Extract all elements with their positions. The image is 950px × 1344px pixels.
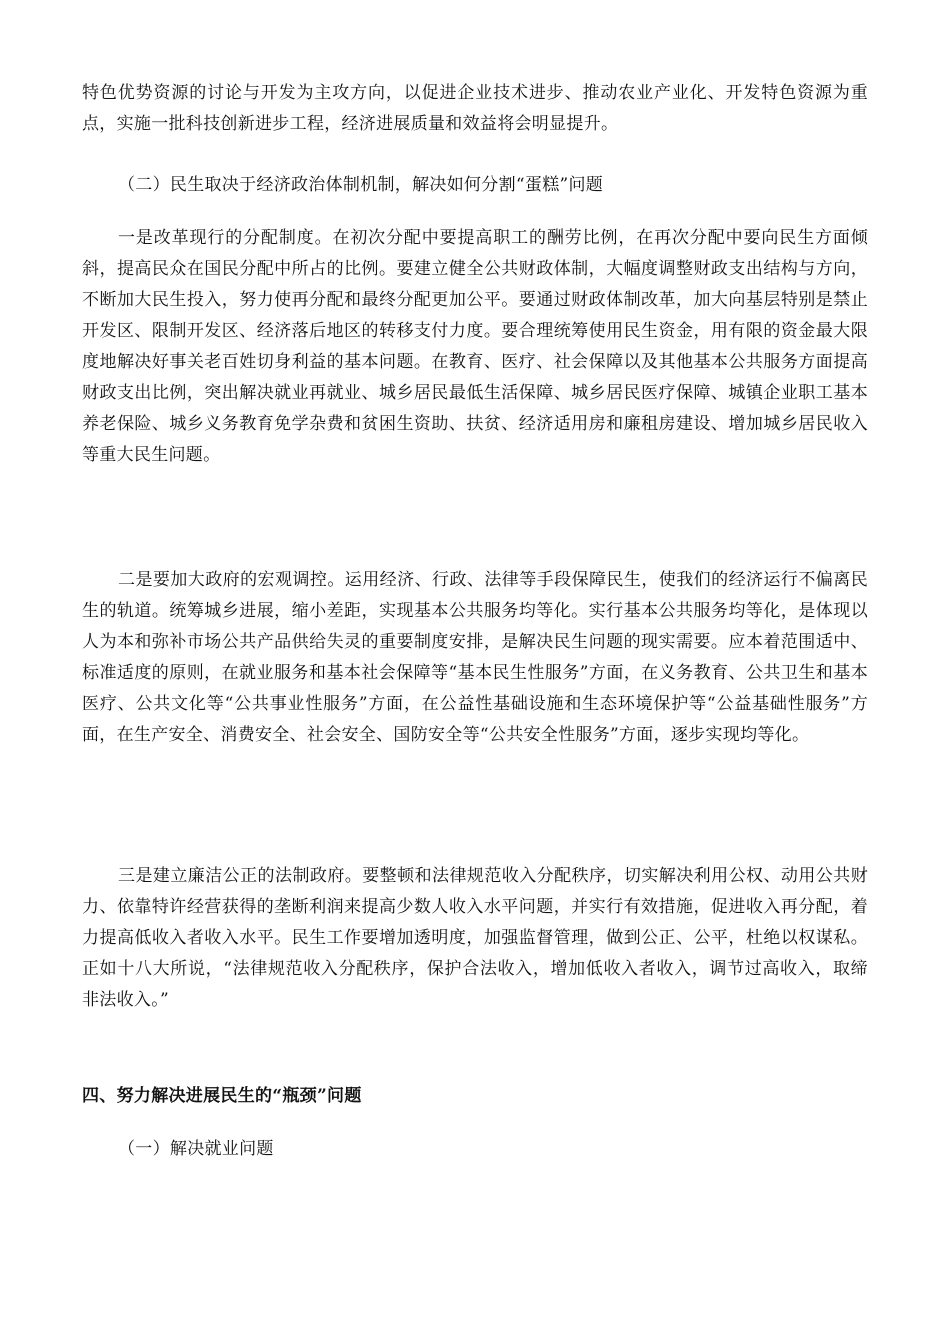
subheading-employment: （一）解决就业问题 <box>118 1139 274 1159</box>
paragraph-reform-distribution: 一是改革现行的分配制度。在初次分配中要提高职工的酬劳比例，在再次分配中要向民生方面倾斜，提高民众在国民分配中所占的比例。要建立健全公共财政体制，大幅度调整财政支出结构与方向，不断加大民生投入，努力使再分配和最终分配更加公平。要通过财政体制改革，加大向基层特别是禁止开发区、限制开发区、经济落后地区的转移支付力度。要合理统筹使用民生资金，用有限的资金最大限度地解决好事关老百姓切身利益的基本问题。在教育、医疗、社会保障以及其他基本公共服务方面提高财政支出比例，突出解决就业再就业、城乡居民最低生活保障、城乡居民医疗保障、城镇企业职工基本养老保险、城乡义务教育免学杂费和贫困生资助、扶贫、经济适用房和廉租房建设、增加城乡居民收入等重大民生问题。 <box>82 228 868 465</box>
paragraph-continuation: 特色优势资源的讨论与开发为主攻方向，以促进企业技术进步、推动农业产业化、开发特色资源为重点，实施一批科技创新进步工程，经济进展质量和效益将会明显提升。 <box>82 83 868 134</box>
paragraph-clean-government: 三是建立廉洁公正的法制政府。要整顿和法律规范收入分配秩序，切实解决利用公权、动用公共财力、依靠特许经营获得的垄断利润来提高少数人收入水平问题，并实行有效措施，促进收入再分配，着力提高低收入者收入水平。民生工作要增加透明度，加强监督管理，做到公正、公平，杜绝以权谋私。正如十八大所说，“法律规范收入分配秩序，保护合法收入，增加低收入者收入，调节过高收入，取缔非法收入。” <box>82 866 868 1010</box>
section-heading-4: 四、努力解决进展民生的“瓶颈”问题 <box>82 1086 362 1106</box>
subheading-section-2: （二）民生取决于经济政治体制机制，解决如何分割“蛋糕”问题 <box>118 175 604 195</box>
paragraph-macro-control: 二是要加大政府的宏观调控。运用经济、行政、法律等手段保障民生，使我们的经济运行不偏离民生的轨道。统筹城乡进展，缩小差距，实现基本公共服务均等化。实行基本公共服务均等化，是体现以人为本和弥补市场公共产品供给失灵的重要制度安排，是解决民生问题的现实需要。应本着范围适中、标准适度的原则，在就业服务和基本社会保障等“基本民生性服务”方面，在义务教育、公共卫生和基本医疗、公共文化等“公共事业性服务”方面，在公益性基础设施和生态环境保护等“公益基础性服务”方面，在生产安全、消费安全、社会安全、国防安全等“公共安全性服务”方面，逐步实现均等化。 <box>82 570 868 745</box>
